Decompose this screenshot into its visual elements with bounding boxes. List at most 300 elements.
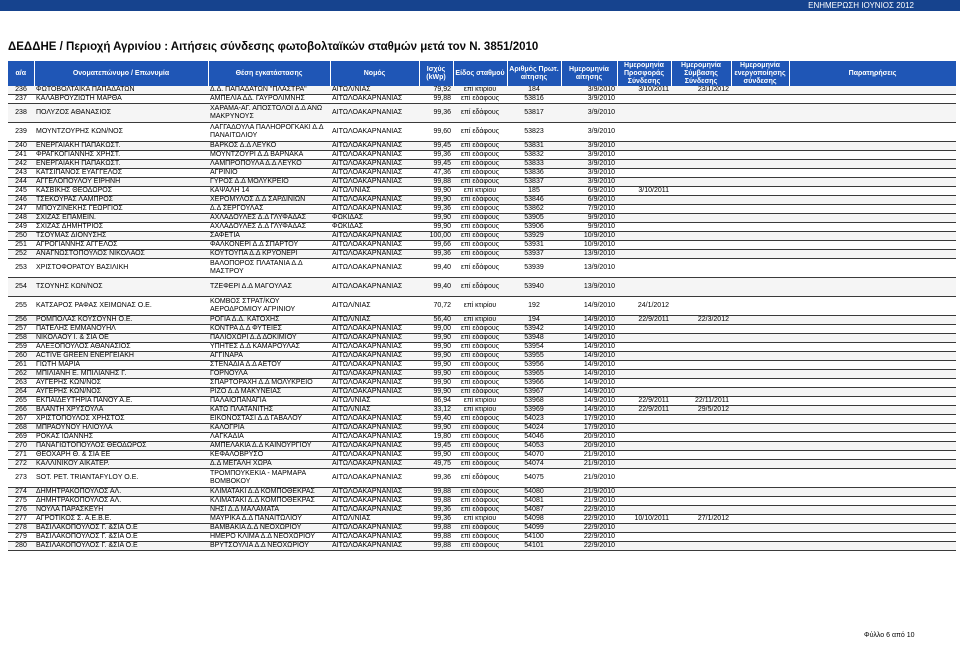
cell-col-contract-date [671,232,731,241]
cell-col-name: ΘΕΟΧΑΡΗ Θ. & ΣΙΑ ΕΕ [34,451,208,460]
cell-col-station-type: επί εδάφους [453,104,507,123]
cell-col-application-date: 21/9/2010 [561,460,617,469]
cell-col-power: 99,88 [419,533,453,542]
cell-col-remarks [789,232,956,241]
cell-col-protocol: 53905 [507,214,561,223]
cell-col-name: ΡΟΜΠΟΛΑΣ ΚΟΥΣΟΥΝΗ Ο.Ε. [34,316,208,325]
cell-col-protocol: 54100 [507,533,561,542]
cell-col-station-type: επί κτιρίου [453,397,507,406]
cell-col-number: 254 [8,278,34,297]
table-row [8,433,956,442]
cell-col-activation-date [731,488,789,497]
cell-col-offer-date [617,506,671,515]
cell-col-power: 99,36 [419,506,453,515]
cell-col-protocol: 53931 [507,241,561,250]
cell-col-remarks [789,334,956,343]
cell-col-station-type: επί εδάφους [453,250,507,259]
cell-col-protocol: 54081 [507,497,561,506]
cell-col-protocol: 54074 [507,460,561,469]
table-row [8,343,956,352]
cell-col-power: 33,12 [419,406,453,415]
cell-col-application-date: 14/9/2010 [561,343,617,352]
table-row [8,524,956,533]
cell-col-name: ΒΑΣΙΛΑΚΟΠΟΥΛΟΣ Γ. &ΣΙΑ Ο.Ε [34,524,208,533]
top-banner [0,0,960,11]
cell-col-prefecture: ΑΙΤΩΛΟΑΚΑΡΝΑΝΙΑΣ [330,232,419,241]
cell-col-number: 247 [8,205,34,214]
table-row [8,205,956,214]
cell-col-station-type: επί εδάφους [453,370,507,379]
cell-col-activation-date [731,104,789,123]
cell-col-station-type: επί εδάφους [453,178,507,187]
cell-col-location: ΑΧΛΑΔΟΥΛΕΣ Δ.Δ ΓΛΥΦΑΔΑΣ [208,214,330,223]
cell-col-application-date: 14/9/2010 [561,334,617,343]
cell-col-station-type: επί εδάφους [453,469,507,488]
cell-col-power: 99,45 [419,160,453,169]
cell-col-prefecture: ΑΙΤΩΛΟΑΚΑΡΝΑΝΙΑΣ [330,442,419,451]
cell-col-activation-date [731,187,789,196]
page-counter: Φύλλο 6 από 10 [864,632,915,639]
cell-col-activation-date [731,352,789,361]
cell-col-prefecture: ΑΙΤΩΛΟΑΚΑΡΝΑΝΙΑΣ [330,415,419,424]
cell-col-number: 274 [8,488,34,497]
cell-col-location: ΚΑΤΩ ΠΛΑΤΑΝΙΤΗΣ [208,406,330,415]
table-row [8,451,956,460]
cell-col-activation-date [731,370,789,379]
cell-col-number: 258 [8,334,34,343]
table-row [8,250,956,259]
cell-col-name: ΑΝΑΓΝΩΣΤΟΠΟΥΛΟΣ ΝΙΚΟΛΑΟΣ [34,250,208,259]
cell-col-name: ΕΝΕΡΓΑΙΑΚΗ ΠΑΠΑΚΩΣΤ. [34,160,208,169]
table-row [8,214,956,223]
header-col-prefecture: Νομός [330,61,419,86]
cell-col-location: ΛΑΜΠΡΟΠΟΥΛΑ Δ.Δ ΛΕΥΚΟ [208,160,330,169]
cell-col-activation-date [731,451,789,460]
table-row [8,533,956,542]
cell-col-contract-date [671,95,731,104]
cell-col-activation-date [731,325,789,334]
cell-col-contract-date [671,151,731,160]
cell-col-power: 99,40 [419,278,453,297]
cell-col-location: ΑΓΡΙΝΙΟ [208,169,330,178]
cell-col-location: ΒΑΡΚΟΣ Δ.Δ ΛΕΥΚΟ [208,142,330,151]
cell-col-prefecture: ΑΙΤΩΛΟΑΚΑΡΝΑΝΙΑΣ [330,325,419,334]
cell-col-contract-date [671,469,731,488]
cell-col-activation-date [731,469,789,488]
cell-col-name: ΜΠΡΑΟΥΝΟΥ ΗΛΙΟΥΛΑ [34,424,208,433]
cell-col-location: ΒΑΜΒΑΚΙΑ Δ.Δ ΝΕΟΧΩΡΙΟΥ [208,524,330,533]
cell-col-offer-date [617,142,671,151]
cell-col-offer-date [617,370,671,379]
cell-col-application-date: 14/9/2010 [561,379,617,388]
table-row [8,196,956,205]
cell-col-remarks [789,361,956,370]
cell-col-station-type: επί εδάφους [453,533,507,542]
cell-col-offer-date: 24/1/2012 [617,297,671,316]
cell-col-activation-date [731,142,789,151]
cell-col-name: ΜΟΥΝΤΖΟΥΡΗΣ ΚΩΝ/ΝΟΣ [34,123,208,142]
cell-col-number: 261 [8,361,34,370]
cell-col-protocol: 53831 [507,142,561,151]
cell-col-contract-date [671,533,731,542]
cell-col-application-date: 14/9/2010 [561,297,617,316]
cell-col-offer-date: 10/10/2011 [617,515,671,524]
cell-col-prefecture: ΑΙΤΩΛΟΑΚΑΡΝΑΝΙΑΣ [330,352,419,361]
cell-col-location: ΣΠΑΡΤΟΡΑΧΗ Δ.Δ ΜΟΛΥΚΡΕΙΟ [208,379,330,388]
cell-col-location: ΧΕΡΟΜΥΛΟΣ Δ.Δ ΣΑΡΔΙΝΙΩΝ [208,196,330,205]
cell-col-protocol: 53862 [507,205,561,214]
cell-col-contract-date [671,250,731,259]
cell-col-activation-date [731,542,789,551]
cell-col-number: 269 [8,433,34,442]
cell-col-remarks [789,406,956,415]
cell-col-contract-date [671,524,731,533]
cell-col-application-date: 3/9/2010 [561,151,617,160]
cell-col-name: ΠΟΛΥΖΟΣ ΑΘΑΝΑΣΙΟΣ [34,104,208,123]
cell-col-number: 244 [8,178,34,187]
cell-col-application-date: 10/9/2010 [561,232,617,241]
cell-col-activation-date [731,460,789,469]
header-col-number: α/α [8,61,34,86]
cell-col-power: 99,00 [419,325,453,334]
cell-col-application-date: 13/9/2010 [561,259,617,278]
cell-col-protocol: 53954 [507,343,561,352]
cell-col-contract-date [671,205,731,214]
cell-col-station-type: επί εδάφους [453,451,507,460]
cell-col-power: 99,88 [419,524,453,533]
header-row [8,61,956,86]
cell-col-offer-date [617,214,671,223]
applications-table-wrapper [8,61,956,551]
cell-col-remarks [789,316,956,325]
cell-col-power: 19,80 [419,433,453,442]
cell-col-station-type: επί εδάφους [453,460,507,469]
cell-col-station-type: επί εδάφους [453,506,507,515]
cell-col-contract-date [671,542,731,551]
cell-col-remarks [789,95,956,104]
cell-col-activation-date [731,397,789,406]
cell-col-offer-date: 22/9/2011 [617,406,671,415]
cell-col-station-type: επί εδάφους [453,488,507,497]
cell-col-station-type: επί εδάφους [453,151,507,160]
cell-col-number: 256 [8,316,34,325]
cell-col-prefecture: ΑΙΤΩΛΟΑΚΑΡΝΑΝΙΑΣ [330,388,419,397]
table-row [8,488,956,497]
cell-col-remarks [789,469,956,488]
cell-col-offer-date [617,451,671,460]
cell-col-station-type: επί εδάφους [453,196,507,205]
cell-col-number: 237 [8,95,34,104]
cell-col-activation-date [731,223,789,232]
cell-col-remarks [789,278,956,297]
table-row [8,169,956,178]
cell-col-activation-date [731,424,789,433]
table-row [8,278,956,297]
cell-col-number: 265 [8,397,34,406]
cell-col-location: ΚΟΥΤΟΥΠΑ Δ.Δ ΚΡΥΟΝΕΡΙ [208,250,330,259]
cell-col-remarks [789,415,956,424]
cell-col-offer-date [617,343,671,352]
cell-col-contract-date [671,424,731,433]
cell-col-application-date: 3/9/2010 [561,104,617,123]
cell-col-station-type: επί εδάφους [453,223,507,232]
table-row [8,406,956,415]
cell-col-activation-date [731,205,789,214]
table-row [8,160,956,169]
cell-col-contract-date [671,361,731,370]
cell-col-protocol: 54075 [507,469,561,488]
header-col-application-date: Ημερομηνία αίτησης [561,61,617,86]
cell-col-number: 277 [8,515,34,524]
header-col-station-type: Είδος σταθμού [453,61,507,86]
cell-col-prefecture: ΑΙΤΩΛΟΑΚΑΡΝΑΝΙΑΣ [330,151,419,160]
cell-col-activation-date [731,415,789,424]
cell-col-application-date: 21/9/2010 [561,497,617,506]
cell-col-prefecture: ΑΙΤΩΛΟΑΚΑΡΝΑΝΙΑΣ [330,488,419,497]
cell-col-station-type: επί εδάφους [453,232,507,241]
table-row [8,388,956,397]
cell-col-contract-date [671,259,731,278]
cell-col-name: ΧΡΙΣΤΟΦΟΡΑΤΟΥ ΒΑΣΙΛΙΚΗ [34,259,208,278]
cell-col-contract-date [671,297,731,316]
cell-col-remarks [789,497,956,506]
header-col-offer-date: Ημερομηνία Προσφοράς Σύνδεσης [617,61,671,86]
cell-col-application-date: 3/9/2010 [561,86,617,95]
cell-col-name: ΡΟΚΑΣ ΙΩΑΝΝΗΣ [34,433,208,442]
cell-col-protocol: 53832 [507,151,561,160]
cell-col-station-type: επί εδάφους [453,442,507,451]
cell-col-protocol: 53965 [507,370,561,379]
table-row [8,142,956,151]
cell-col-offer-date: 22/9/2011 [617,316,671,325]
cell-col-protocol: 194 [507,316,561,325]
cell-col-power: 99,90 [419,361,453,370]
cell-col-power: 99,88 [419,542,453,551]
cell-col-power: 99,36 [419,205,453,214]
cell-col-location: ΗΜΕΡΟ ΚΛΙΜΑ Δ.Δ ΝΕΟΧΩΡΙΟΥ [208,533,330,542]
cell-col-number: 259 [8,343,34,352]
cell-col-number: 251 [8,241,34,250]
cell-col-contract-date [671,214,731,223]
cell-col-offer-date [617,497,671,506]
cell-col-number: 238 [8,104,34,123]
cell-col-offer-date [617,278,671,297]
cell-col-offer-date: 3/10/2011 [617,187,671,196]
cell-col-offer-date [617,361,671,370]
cell-col-location: ΣΤΕΝΑΔΙΑ Δ.Δ ΑΕΤΟΥ [208,361,330,370]
cell-col-contract-date [671,123,731,142]
table-row [8,497,956,506]
cell-col-application-date: 20/9/2010 [561,442,617,451]
cell-col-protocol: 53955 [507,352,561,361]
table-row [8,232,956,241]
cell-col-protocol: 53939 [507,259,561,278]
cell-col-protocol: 53833 [507,160,561,169]
table-row [8,397,956,406]
cell-col-activation-date [731,86,789,95]
cell-col-activation-date [731,406,789,415]
cell-col-application-date: 3/9/2010 [561,95,617,104]
table-row [8,379,956,388]
cell-col-prefecture: ΑΙΤΩΛΟΑΚΑΡΝΑΝΙΑΣ [330,524,419,533]
cell-col-application-date: 14/9/2010 [561,352,617,361]
cell-col-power: 99,88 [419,95,453,104]
table-row [8,187,956,196]
cell-col-prefecture: ΑΙΤΩΛ/ΝΙΑΣ [330,316,419,325]
cell-col-contract-date: 22/11/2011 [671,397,731,406]
cell-col-activation-date [731,497,789,506]
cell-col-name: ΝΙΚΟΛΑΟΥ Ι. & ΣΙΑ ΟΕ [34,334,208,343]
cell-col-activation-date [731,232,789,241]
cell-col-remarks [789,524,956,533]
cell-col-station-type: επί εδάφους [453,169,507,178]
table-row [8,424,956,433]
table-body [8,86,956,551]
cell-col-contract-date [671,334,731,343]
header-col-protocol: Αριθμός Πρωτ. αίτησης [507,61,561,86]
cell-col-location: ΛΑΓΚΑΔΙΑ [208,433,330,442]
cell-col-application-date: 13/9/2010 [561,278,617,297]
cell-col-number: 264 [8,388,34,397]
cell-col-power: 99,36 [419,515,453,524]
cell-col-prefecture: ΑΙΤΩΛΟΑΚΑΡΝΑΝΙΑΣ [330,469,419,488]
cell-col-remarks [789,297,956,316]
cell-col-protocol: 53967 [507,388,561,397]
cell-col-name: ΧΡΙΣΤΟΠΟΥΛΟΣ ΧΡΗΣΤΟΣ [34,415,208,424]
cell-col-power: 99,36 [419,151,453,160]
cell-col-remarks [789,241,956,250]
cell-col-prefecture: ΑΙΤΩΛΟΑΚΑΡΝΑΝΙΑΣ [330,343,419,352]
cell-col-station-type: επί κτιρίου [453,86,507,95]
cell-col-offer-date [617,533,671,542]
cell-col-location: ΚΕΦΑΛΟΒΡΥΣΟ [208,451,330,460]
cell-col-remarks [789,352,956,361]
cell-col-station-type: επί εδάφους [453,497,507,506]
cell-col-name: ΒΑΣΙΛΑΚΟΠΟΥΛΟΣ Γ. &ΣΙΑ Ο.Ε [34,542,208,551]
cell-col-station-type: επί εδάφους [453,205,507,214]
cell-col-station-type: επί εδάφους [453,334,507,343]
cell-col-offer-date [617,334,671,343]
cell-col-location: ΥΠΗΤΕΣ Δ.Δ ΚΑΜΑΡΟΥΛΑΣ [208,343,330,352]
cell-col-prefecture: ΑΙΤΩΛΟΑΚΑΡΝΑΝΙΑΣ [330,379,419,388]
cell-col-location: ΚΑΛΟΓΡΙΑ [208,424,330,433]
cell-col-offer-date [617,169,671,178]
cell-col-location: Δ.Δ ΣΕΡΓΟΥΛΑΣ [208,205,330,214]
cell-col-protocol: 53837 [507,178,561,187]
cell-col-name: ΚΑΤΣΙΠΑΝΟΣ ΕΥΑΓΓΕΛΟΣ [34,169,208,178]
cell-col-prefecture: ΑΙΤΩΛΟΑΚΑΡΝΑΝΙΑΣ [330,278,419,297]
table-row [8,352,956,361]
cell-col-power: 47,36 [419,169,453,178]
cell-col-station-type: επί εδάφους [453,524,507,533]
cell-col-number: 268 [8,424,34,433]
cell-col-contract-date [671,343,731,352]
cell-col-protocol: 53937 [507,250,561,259]
table-row [8,334,956,343]
cell-col-activation-date [731,379,789,388]
cell-col-station-type: επί εδάφους [453,325,507,334]
cell-col-application-date: 17/9/2010 [561,424,617,433]
table-row [8,370,956,379]
cell-col-offer-date: 22/9/2011 [617,397,671,406]
cell-col-number: 279 [8,533,34,542]
cell-col-name: ΦΡΑΓΚΟΓΙΑΝΝΗΣ ΧΡΗΣΤ. [34,151,208,160]
table-row [8,259,956,278]
cell-col-activation-date [731,442,789,451]
cell-col-number: 246 [8,196,34,205]
cell-col-application-date: 10/9/2010 [561,241,617,250]
cell-col-power: 56,40 [419,316,453,325]
cell-col-remarks [789,178,956,187]
cell-col-name: ΦΩΤΟΒΟΛΤΑΙΚΑ ΠΑΠΑΔΑΤΩΝ [34,86,208,95]
cell-col-number: 252 [8,250,34,259]
header-col-power: Ισχύς (kWp) [419,61,453,86]
header-col-activation-date: Ημερομηνία ενεργοποίησης σύνδεσης [731,61,789,86]
cell-col-contract-date [671,442,731,451]
cell-col-remarks [789,250,956,259]
cell-col-activation-date [731,160,789,169]
table-header [8,61,956,86]
cell-col-application-date: 17/9/2010 [561,415,617,424]
cell-col-power: 99,40 [419,259,453,278]
cell-col-prefecture: ΑΙΤΩΛ/ΝΙΑΣ [330,397,419,406]
cell-col-offer-date [617,469,671,488]
cell-col-power: 99,60 [419,123,453,142]
cell-col-activation-date [731,259,789,278]
cell-col-application-date: 14/9/2010 [561,361,617,370]
header-col-name: Ονοματεπώνυμο / Επωνυμία [34,61,208,86]
cell-col-prefecture: ΑΙΤΩΛΟΑΚΑΡΝΑΝΙΑΣ [330,196,419,205]
cell-col-application-date: 22/9/2010 [561,533,617,542]
cell-col-station-type: επί εδάφους [453,361,507,370]
cell-col-contract-date: 22/3/2012 [671,316,731,325]
cell-col-name: ΒΑΣΙΛΑΚΟΠΟΥΛΟΣ Γ. &ΣΙΑ Ο.Ε [34,533,208,542]
cell-col-number: 270 [8,442,34,451]
table-row [8,542,956,551]
cell-col-remarks [789,433,956,442]
cell-col-contract-date: 23/1/2012 [671,86,731,95]
cell-col-number: 253 [8,259,34,278]
cell-col-application-date: 22/9/2010 [561,506,617,515]
cell-col-remarks [789,388,956,397]
cell-col-name: ΤΣΟΥΝΗΣ ΚΩΝ/ΝΟΣ [34,278,208,297]
cell-col-contract-date [671,104,731,123]
cell-col-offer-date [617,196,671,205]
cell-col-remarks [789,169,956,178]
cell-col-application-date: 14/9/2010 [561,397,617,406]
cell-col-offer-date [617,259,671,278]
cell-col-remarks [789,424,956,433]
cell-col-number: 242 [8,160,34,169]
cell-col-name: ΓΙΩΤΗ ΜΑΡΙΑ [34,361,208,370]
cell-col-offer-date [617,151,671,160]
cell-col-offer-date [617,542,671,551]
cell-col-contract-date [671,241,731,250]
cell-col-remarks [789,160,956,169]
cell-col-power: 99,90 [419,379,453,388]
cell-col-offer-date [617,388,671,397]
cell-col-station-type: επί εδάφους [453,241,507,250]
cell-col-prefecture: ΑΙΤΩΛΟΑΚΑΡΝΑΝΙΑΣ [330,250,419,259]
cell-col-protocol: 54101 [507,542,561,551]
table-row [8,123,956,142]
cell-col-prefecture: ΑΙΤΩΛΟΑΚΑΡΝΑΝΙΑΣ [330,334,419,343]
cell-col-power: 99,88 [419,488,453,497]
cell-col-offer-date [617,123,671,142]
cell-col-power: 99,90 [419,370,453,379]
cell-col-location: ΜΑΥΡΙΚΑ Δ.Δ ΠΑΝΑΙΤΩΛΙΟΥ [208,515,330,524]
cell-col-name: ΑΓΓΕΛΟΠΟΥΛΟΥ ΕΙΡΗΝΗ [34,178,208,187]
